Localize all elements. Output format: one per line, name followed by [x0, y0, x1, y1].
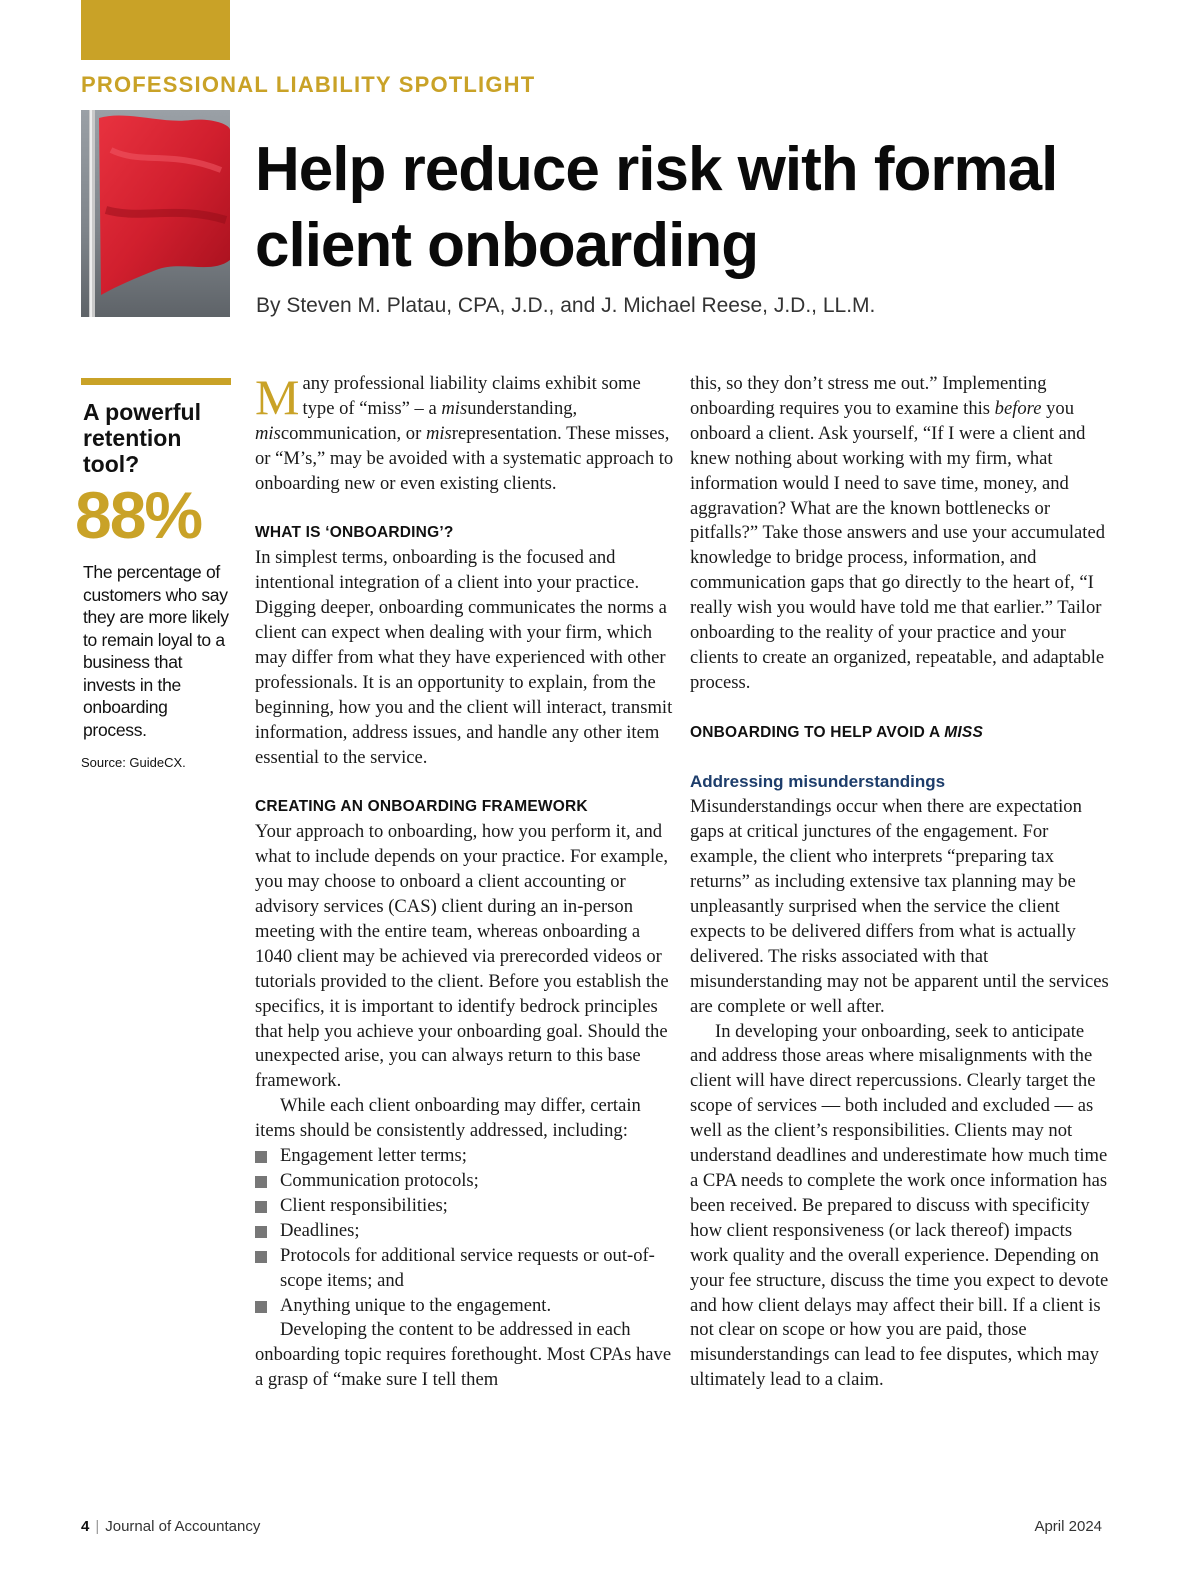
continuation-paragraph: [690, 372, 1110, 696]
intro-paragraph: [255, 369, 675, 497]
article-headline: Help reduce risk with formal client onboarding: [255, 135, 1058, 280]
subheading-misunderstandings: Addressing misunderstandings: [690, 772, 946, 792]
continuation-text-2: you onboard a client. Ask yourself, “If I were a client and knew nothing about working with my firm, what information would I need to save time, money, and aggravation? What are the known bottlenecks or pitfalls?” Take those answers and use your accumulated knowledge to bridge process, information, and communication gaps that go directly to the heart of, “I really wish you would have told me that earlier.” Tailor onboarding to the reality of your practice and your clients to create an organized, repeatable, and adaptable process.: [690, 397, 1106, 693]
list-item: Deadlines;: [255, 1219, 675, 1244]
intro-text-1: any professional liability claims exhibit some type of “miss” – a: [302, 373, 641, 419]
article-byline: By Steven M. Platau, CPA, J.D., and J. Michael Reese, J.D., LL.M.: [256, 294, 876, 317]
framework-paragraph-2: While each client onboarding may differ, certain items should be consistently addressed, including:: [255, 1095, 641, 1142]
article-column-left: [255, 369, 675, 1393]
publication-name: Journal of Accountancy: [105, 1518, 261, 1535]
what-is-paragraph: In simplest terms, onboarding is the focused and intentional integration of a client into your practice. Digging deeper, onboarding communicates the norms a client can expect when dealing with your firm, which may differ from what they have experienced with other professionals. It is an opportunity to explain, from the beginning, how you and the client will interact, transmit information, address issues, and handle any other item essential to the service.: [255, 547, 673, 768]
article-column-right: [690, 372, 1110, 1393]
framework-bullet-list: [255, 1144, 675, 1318]
sidebar-description: The percentage of customers who say they are more likely to remain loyal to a business that invests in the onboarding process.: [83, 562, 229, 740]
footer-separator: |: [95, 1518, 100, 1535]
list-item: Client responsibilities;: [255, 1194, 675, 1219]
intro-text-3: communication, or: [280, 422, 426, 444]
retention-sidebar: [75, 378, 231, 770]
sidebar-stat: 88%: [75, 478, 202, 552]
page-footer-left: [81, 1518, 260, 1535]
framework-paragraph-3: Developing the content to be addressed in each onboarding topic requires forethought. Most CPAs have a grasp of “make sure I tell them: [255, 1319, 672, 1391]
continuation-text-1: this, so they don’t stress me out.” Implementing onboarding requires you to examine this: [690, 373, 1047, 419]
misunderstandings-paragraph-2: In developing your onboarding, seek to anticipate and address those areas where misalignments with the client will have direct repercussions. Clearly target the scope of services — both included and excluded — as well as the client’s responsibilities. Clients may not understand deadlines and underestimate how much time a CPA needs to complete the work once information has been received. Be prepared to discuss with specificity how client responsiveness (or lack thereof) impacts work quality and the overall experience. Depending on your fee structure, discuss the time you expect to devote and how client delays may affect their bill. If a client is not clear on scope or how you are paid, those misunderstandings can lead to fee disputes, which may ultimately lead to a claim.: [690, 1020, 1109, 1391]
heading-avoid-text: ONBOARDING TO HELP AVOID A: [690, 723, 945, 741]
intro-em-2: mis: [255, 422, 281, 444]
heading-avoid-a-miss: [690, 721, 1110, 746]
heading-what-is-onboarding: WHAT IS ‘ONBOARDING’?: [255, 524, 454, 542]
list-item: Communication protocols;: [255, 1169, 675, 1194]
page-number: 4: [81, 1518, 90, 1535]
sidebar-rule: [81, 378, 231, 385]
heading-framework: CREATING AN ONBOARDING FRAMEWORK: [255, 798, 588, 816]
sidebar-title: A powerful retention tool?: [83, 399, 201, 477]
intro-text-2: understanding,: [467, 397, 578, 419]
intro-em-1: mis: [441, 397, 468, 419]
heading-avoid-em: MISS: [944, 723, 983, 741]
sidebar-source: Source: GuideCX.: [81, 755, 186, 770]
intro-text-4: representation. These misses, or “M’s,” may be avoided with a systematic approach to onboarding new or even existing clients.: [255, 422, 674, 494]
intro-em-3: mis: [425, 422, 452, 444]
framework-paragraph-1: Your approach to onboarding, how you perform it, and what to include depends on your practice. For example, you may choose to onboard a client accounting or advisory services (CAS) client during an in-person meeting with the entire team, whereas onboarding a 1040 client may be achieved via prerecorded videos or tutorials provided to the client. Before you establish the specifics, it is important to identify bedrock principles that help you achieve your onboarding goal. Should the unexpected arise, you can always return to this base framework.: [255, 821, 669, 1092]
misunderstandings-paragraph-1: Misunderstandings occur when there are expectation gaps at critical junctures of the engagement. For example, the client who interprets “preparing tax returns” as including extensive tax planning may be unpleasantly surprised when the service the client expects to be delivered differs from what is actually delivered. The risks associated with that misunderstanding may not be apparent until the services are complete or well after.: [690, 796, 1109, 1017]
section-kicker: PROFESSIONAL LIABILITY SPOTLIGHT: [81, 72, 536, 97]
accent-gold-block: [81, 0, 230, 60]
list-item: Anything unique to the engagement.: [255, 1294, 675, 1319]
issue-date: April 2024: [1034, 1518, 1102, 1535]
list-item: Protocols for additional service requests or out-of-scope items; and: [255, 1244, 675, 1294]
red-flag-photo-icon: [81, 110, 230, 317]
list-item: Engagement letter terms;: [255, 1144, 675, 1169]
continuation-em: before: [994, 397, 1042, 419]
drop-cap: M: [255, 369, 300, 425]
